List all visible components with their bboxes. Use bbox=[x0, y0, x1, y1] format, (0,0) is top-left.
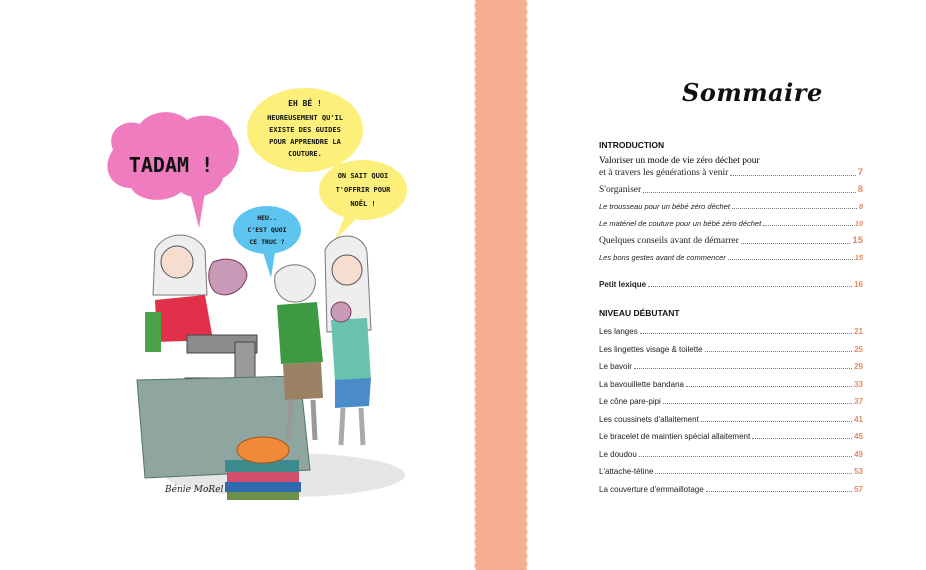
bubble-yellow-1-line-1: EH BÉ ! bbox=[288, 99, 322, 108]
toc-entry-title: Les coussinets d'allaitement bbox=[599, 414, 699, 424]
leader-dots bbox=[730, 175, 855, 176]
section-debutant-heading: NIVEAU DÉBUTANT bbox=[599, 308, 680, 318]
leader-dots bbox=[752, 438, 852, 439]
toc-entry[interactable] bbox=[599, 155, 863, 179]
section-introduction-heading: INTRODUCTION bbox=[599, 140, 665, 150]
toc-entry[interactable] bbox=[599, 201, 863, 212]
toc-entry[interactable] bbox=[599, 485, 863, 495]
toc-entry-title: Le bracelet de maintien spécial allaitement bbox=[599, 432, 751, 441]
toc-entry[interactable] bbox=[599, 252, 863, 263]
bubble-yellow-1-line-2: HEUREUSEMENT QU'IL bbox=[267, 114, 343, 122]
leader-dots bbox=[705, 351, 852, 352]
bubble-yellow-1-line-5: COUTURE. bbox=[288, 150, 322, 158]
bubble-yellow-1-line-3: EXISTE DES GUIDES bbox=[269, 126, 341, 134]
toc-entry-title: Le bavoir bbox=[599, 362, 632, 371]
toc-page-number: 21 bbox=[854, 327, 863, 336]
fabric-pile bbox=[225, 460, 301, 500]
leader-dots bbox=[686, 386, 852, 387]
sewing-illustration bbox=[95, 80, 425, 510]
toc-entry-lexique[interactable] bbox=[599, 279, 863, 290]
bubble-blue-line-2: C'EST QUOI bbox=[247, 226, 287, 234]
flowered-fabric bbox=[209, 259, 247, 295]
toc-page-number: 57 bbox=[854, 484, 863, 494]
leader-dots bbox=[706, 491, 852, 492]
toc-page-number: 15 bbox=[852, 235, 863, 246]
toc-title: Sommaire bbox=[682, 78, 823, 107]
leader-dots bbox=[655, 473, 852, 474]
toc-entry-title: Les lingettes visage & toilette bbox=[599, 344, 703, 354]
toc-page-number: 45 bbox=[854, 432, 863, 441]
toc-page-number: 15 bbox=[854, 253, 863, 262]
bubble-pink bbox=[107, 112, 238, 228]
toc-entry-title: Les langes bbox=[599, 327, 638, 336]
leader-dots bbox=[643, 192, 856, 193]
toc-entry[interactable] bbox=[599, 345, 863, 355]
toc-entry[interactable] bbox=[599, 415, 863, 425]
toc-entry-title: Les bons gestes avant de commencer bbox=[599, 253, 726, 262]
bubble-blue-line-1: HEU.. bbox=[257, 214, 277, 222]
leader-dots bbox=[648, 286, 852, 287]
leader-dots bbox=[639, 456, 852, 457]
decorative-ribbon bbox=[470, 0, 532, 570]
toc-page-number: 7 bbox=[857, 167, 863, 178]
toc-page-number: 25 bbox=[854, 344, 863, 354]
toc-entry[interactable] bbox=[599, 327, 863, 337]
toc-entry-title: Le trousseau pour un bébé zéro déchet bbox=[599, 202, 730, 211]
right-page bbox=[532, 0, 926, 570]
toc-entry-title-line-1: Valoriser un mode de vie zéro déchet pour bbox=[599, 156, 760, 166]
toc-entry[interactable] bbox=[599, 450, 863, 460]
leader-dots bbox=[728, 259, 853, 260]
leader-dots bbox=[663, 403, 852, 404]
toc-page-number: 16 bbox=[854, 280, 863, 289]
leader-dots bbox=[634, 368, 852, 369]
woman-right bbox=[325, 236, 371, 445]
bubble-pink-text: TADAM ! bbox=[128, 153, 214, 177]
toc-entry-title: Le doudou bbox=[599, 449, 637, 459]
toc-page-number: 49 bbox=[854, 449, 863, 459]
bubble-yellow-1-line-4: POUR APPRENDRE LA bbox=[269, 138, 341, 146]
bubble-yellow-2-line-3: NOËL ! bbox=[350, 200, 376, 208]
toc-entry[interactable] bbox=[599, 218, 863, 229]
toc-entry-title: Le matériel de couture pour un bébé zéro déchet bbox=[599, 219, 762, 228]
toc-page-number: 53 bbox=[854, 467, 863, 476]
leader-dots bbox=[640, 333, 852, 334]
toc-page-number: 29 bbox=[854, 362, 863, 371]
toc-entry[interactable] bbox=[599, 397, 863, 407]
toc-entry-title: S'organiser bbox=[599, 185, 642, 195]
leader-dots bbox=[763, 225, 852, 226]
leader-dots bbox=[701, 421, 852, 422]
toc-entry-title-line-2: et à travers les générations à venir bbox=[599, 168, 729, 178]
toc-page-number: 8 bbox=[858, 202, 863, 211]
leader-dots bbox=[741, 243, 851, 244]
bubble-yellow-2 bbox=[319, 160, 407, 240]
toc-page-number: 41 bbox=[854, 414, 863, 424]
toc-page-number: 10 bbox=[854, 219, 863, 228]
toc-entry[interactable] bbox=[599, 432, 863, 442]
toc-entry-title: Le cône pare-pipi bbox=[599, 397, 661, 406]
bubble-yellow-2-line-2: T'OFFRIR POUR bbox=[335, 186, 391, 194]
toc-entry-title: L'attache-tétine bbox=[599, 467, 654, 476]
toc-entry[interactable] bbox=[599, 235, 863, 247]
bubble-yellow-2-line-1: ON SAIT QUOI bbox=[337, 172, 389, 180]
sleeping-cat bbox=[237, 437, 289, 463]
toc-entry[interactable] bbox=[599, 467, 863, 477]
toc-page-number: 37 bbox=[854, 397, 863, 406]
toc-entry-title: La couverture d'emmaillotage bbox=[599, 484, 704, 494]
table-of-contents bbox=[599, 140, 863, 502]
bubble-blue-line-3: CE TRUC ? bbox=[249, 238, 285, 246]
leader-dots bbox=[732, 208, 857, 209]
toc-entry[interactable] bbox=[599, 184, 863, 196]
toc-entry[interactable] bbox=[599, 380, 863, 390]
artist-signature: Bénie MoRel bbox=[165, 485, 224, 495]
toc-entry-title: La bavouillette bandana bbox=[599, 379, 684, 389]
toc-entry[interactable] bbox=[599, 362, 863, 372]
toc-page-number: 33 bbox=[854, 379, 863, 389]
toc-entry-title: Petit lexique bbox=[599, 280, 647, 289]
toc-entry-title: Quelques conseils avant de démarrer bbox=[599, 236, 739, 246]
toc-page-number: 8 bbox=[857, 184, 863, 195]
woman-left bbox=[145, 235, 213, 352]
